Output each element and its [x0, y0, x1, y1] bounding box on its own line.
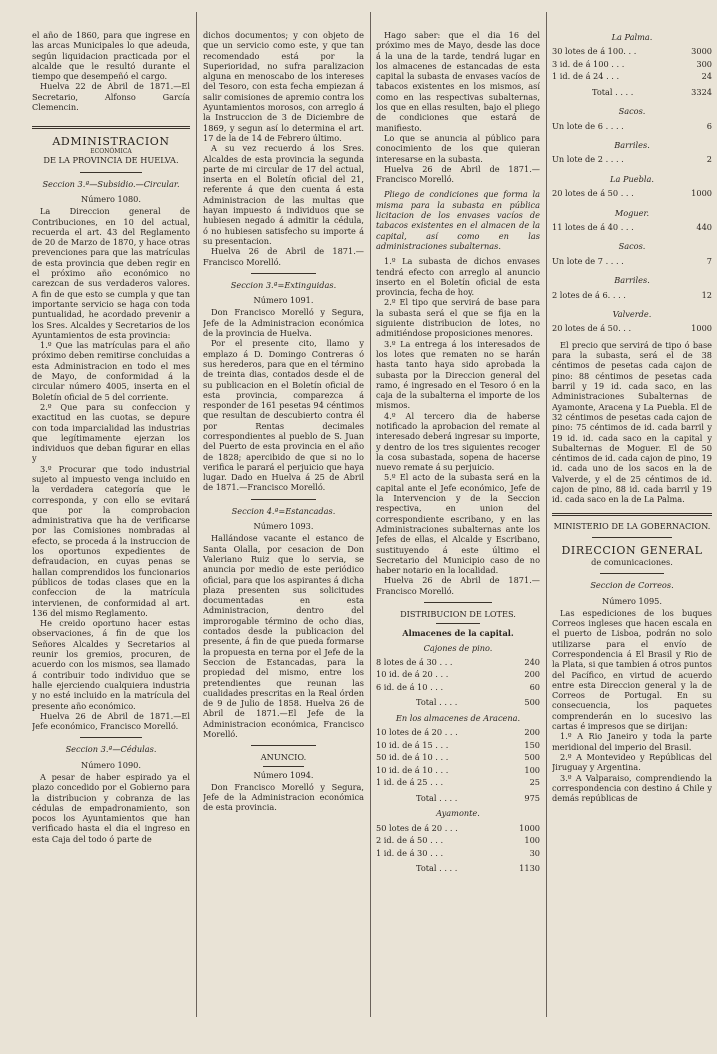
lot-row: 20 lotes de á 50 . . . 1000: [552, 188, 712, 199]
subsection-title: En los almacenes de Aracena.: [395, 712, 521, 723]
lot-total: Total . . . . 1130: [416, 863, 540, 874]
condition-item: 5.º El acto de la subasta será en la capital ante el Jefe económico, Jefe de la Intervencion y de la Seccion respectiva, en union del correspondiente escribano, y en las Administraciones subalternas ante los Jefes de ellas, el Alcalde y Escribano, sustituyendo á este último el Secretario del Municipio caso de no haber notario en la localidad.: [376, 472, 540, 576]
paragraph: Hallándose vacante el estanco de Santa Olalla, por cesacion de Don Valeriano Ruiz que lo servia, se anuncia por medio de este periódico oficial, para que los aspirantes á dicha plaza presenten sus solicitudes documentadas en esta Administracion, dentro del improrogable término de ocho dias, contados desde la publicacion del presente, á fin de que pueda formarse la propuesta en terna por el Jefe de la Seccion de Estancadas, para la propiedad del mismo, entre los pretendientes que reunan las cualidades prescritas en la Real órden de 9 de Julio de 1858. Huelva 26 de Abril de 1871.—El Jefe de la Administracion económica, Francisco Morelló.: [203, 533, 364, 739]
lot-row: 30 lotes de á 100. . . 3000: [552, 46, 712, 57]
column-divider: [370, 12, 371, 1017]
section-title: Seccion de Correos.: [590, 580, 674, 591]
announcement-heading: ANUNCIO.: [260, 752, 307, 763]
section-subheading: de comunicaciones.: [591, 556, 673, 567]
lot-row: 10 id. de á 20 . . . 200: [376, 669, 540, 680]
subsection-title: Ayamonte.: [436, 808, 480, 819]
paragraph: 3.º A Valparaiso, comprendiendo la correspondencia con destino á Chile y demás repúblicas de: [552, 772, 712, 804]
column-3: [376, 30, 540, 1054]
column-4: [552, 28, 712, 1052]
divider: [436, 623, 480, 624]
section-heading: ADMINISTRACION: [52, 135, 170, 149]
divider: [251, 273, 316, 274]
lot-total: Total . . . . 975: [416, 792, 540, 803]
lot-row: 2 lotes de á 6. . . . 12: [552, 289, 712, 300]
divider: [592, 537, 672, 538]
notice-number: Número 1090.: [81, 759, 141, 770]
subsection-title: Almacenes de la capital.: [402, 628, 514, 639]
subsection-title: Cajones de pino.: [423, 642, 493, 653]
lot-row: 11 lotes de á 40 . . . 440: [552, 221, 712, 232]
paragraph: dichos documentos; y con objeto de que un servicio como este, y que tan recomendado está por la Superioridad, no sufra paralizacion alguna en menoscabo de los intereses del Tesoro, con esta fecha empiezan á salir comisiones de apremio contra los Ayuntamientos morosos, con arreglo á la Instruccion de 3 de Diciembre de 1869, y segun así lo determina el art. 17 de la de 14 de Febrero último.: [203, 30, 364, 143]
lot-row: Un lote de 2 . . . . 2: [552, 154, 712, 165]
signature: Huelva 26 de Abril de 1871.—Francisco Morelló.: [376, 163, 540, 185]
lot-row: 10 id. de á 15 . . . 150: [376, 739, 540, 750]
paragraph: Don Francisco Morelló y Segura, Jefe de la Administracion económica de esta provincia.: [203, 781, 364, 813]
lot-row: 1 id. de á 24 . . . 24: [552, 71, 712, 82]
conditions-heading: Pliego de condiciones que forma la misma para la subasta en pública licitacion de los envases vacíos de tabacos existentes en el almacen de la capital, así como en las administraciones subalternas.: [376, 189, 540, 251]
lot-total: Total . . . . 3324: [592, 86, 712, 97]
divider: [80, 737, 142, 738]
subsection-title: La Puebla.: [610, 173, 654, 184]
lot-row: 6 id. de á 10 . . . 60: [376, 681, 540, 692]
subsection-title: Sacos.: [618, 106, 646, 117]
subsection-title: Sacos.: [618, 241, 646, 252]
paragraph: A su vez recuerdo á los Sres. Alcaldes de esta provincia la segunda parte de mi circular de 17 del actual, inserta en el Boletín oficial del 21, referente á que den cuenta á esta Administracion de las multas que hayan impuesto á individuos que se hubiesen negado á admitir la cédula, ó no hubiesen satisfecho su importe á su presentacion.: [203, 143, 364, 246]
paragraph: Las espediciones de los buques Correos ingleses que hacen escala en el puerto de Lisboa, podrán no solo utilizarse para el envío de Correspondencia á El Brasil y Rio de la Plata, si que tambien á otros puntos del Pacífico, en virtud de acuerdo entre esta Direccion general y la de Correos de Portugal. En su consecuencia, los paquetes comprenderán en lo sucesivo las cartas é impresos que se dirijan:: [552, 607, 712, 732]
column-1: [32, 30, 190, 1054]
section-title: Seccion 3.ª—Cédulas.: [65, 744, 157, 755]
lot-row: 50 id. de á 10 . . . 500: [376, 752, 540, 763]
notice-number: Número 1093.: [253, 521, 314, 532]
lot-row: Un lote de 7 . . . . 7: [552, 255, 712, 266]
lot-row: 2 id. de á 50 . . . 100: [376, 835, 540, 846]
notice-number: Número 1094.: [253, 769, 314, 780]
condition-item: 1.º La subasta de dichos envases tendrá efecto con arreglo al anuncio inserto en el Boletín oficial de esta provincia, fecha de hoy.: [376, 256, 540, 298]
paragraph: Por el presente cito, llamo y emplazo á D. Domingo Contreras ó sus herederos, para que en el término de treinta dias, contados desde el de su publicacion en el Boletín oficial de esta provincia, comparezca á responder de 161 pesetas 94 céntimos que resultan de descubierto contra él por Rentas decimales correspondientes al pueblo de S. Juan del Puerto de esta provincia en el año de 1828; apercibido de que si no lo verifica le parará el perjuicio que haya lugar. Dado en Huelva á 25 de Abril de 1871.—Francisco Morelló.: [203, 338, 364, 493]
signature: Huelva 22 de Abril de 1871.—El Secretario, Alfonso García Clemencin.: [32, 81, 190, 113]
paragraph: Lo que se anuncia al público para conocimiento de los que quieran interesarse en la subasta.: [376, 132, 540, 164]
section-subheading: ECONÓMICA: [90, 148, 132, 156]
lot-row: 10 lotes de á 20 . . . 200: [376, 727, 540, 738]
divider: [263, 766, 304, 767]
ministry-heading: MINISTERIO DE LA GOBERNACION.: [553, 520, 711, 531]
divider: [80, 172, 142, 173]
paragraph: La Direccion general de Contribuciones, en 10 del actual, recuerda el art. 43 del Reglamento de 20 de Marzo de 1870, y hace otras prevenciones para que las matrículas de esta provincia que deben regir en el próximo año económico no carezcan de sus verdaderos valores. A fin de que esto se cumpla y que tan importante servicio se haga con toda puntualidad, he acordado prevenir a los Sres. Alcaldes y Secretarios de los Ayuntamientos de esta provincia:: [32, 206, 190, 340]
subsection-title: Barriles.: [614, 275, 650, 286]
distribution-title: DISTRIBUCION DE LOTES.: [400, 609, 516, 620]
divider: [424, 602, 492, 603]
subsection-title: La Palma.: [611, 32, 653, 42]
paragraph: 1.º A Rio Janeiro y toda la parte meridional del imperio del Brasil.: [552, 731, 712, 752]
lot-total: Total . . . . 500: [416, 697, 540, 708]
paragraph: A pesar de haber espirado ya el plazo concedido por el Gobierno para la distribucion y cobranza de las cédulas de empadronamiento, son pocos los Ayuntamientos que han verificado hasta el dia el ingreso en esta Caja del todo ó parte de: [32, 772, 190, 844]
divider: [251, 745, 316, 746]
section-rule: [552, 513, 712, 516]
paragraph: Hago saber: que el dia 16 del próximo mes de Mayo, desde las doce á la una de la tarde, tendrá lugar en los almacenes de estancadas de esta capital la subasta de envases vacíos de tabacos existentes en los mismos, así como en las respectivas subalternas, los que en ellas resulten, bajo el pliego de condiciones que estará de manifiesto.: [376, 30, 540, 133]
condition-item: 2.º El tipo que servirá de base para la subasta será el que se fija en la siguiente distribucion de lotes, no admitiéndose proposiciones menores.: [376, 297, 540, 339]
signature: Huelva 26 de Abril de 1871.—Francisco Morelló.: [203, 246, 364, 267]
column-divider: [196, 12, 197, 1017]
paragraph: 3.º Procurar que todo industrial sujeto al impuesto venga incluido en la verdadera categoría que le corresponda, y con ello se evitará que por la comprobacion administrativa que ha de verificarse por las Comisiones nombradas al efecto, se proceda á la instruccion de los oportunos expedientes de defraudacion, en cuyas penas se hallan comprendidos los funcionarios públicos de todas clases que en la confeccion de la matrícula intervienen, de conformidad al art. 136 del mismo Reglamento.: [32, 463, 190, 618]
paragraph: Don Francisco Morelló y Segura, Jefe de la Administracion económica de la provincia de Huelva.: [203, 307, 364, 339]
paragraph: He creido oportuno hacer estas observaciones, á fin de que los Señores Alcaldes y Secretarios al reunir los gremios, procuren, de acuerdo con los mismos, sea llamado á contribuir todo individuo que se halle ejerciendo cualquiera industria y no esté incluido en la matrícula del presente año económico.: [32, 618, 190, 711]
section-title: Seccion 3.ª=Extinguidas.: [230, 279, 337, 290]
subsection-title: Barriles.: [614, 140, 650, 151]
lot-row: 50 lotes de á 20 . . . 1000: [376, 822, 540, 833]
subsection-title: Valverde.: [612, 309, 652, 320]
lot-row: 10 id. de á 10 . . . 100: [376, 764, 540, 775]
lot-row: 1 id. de á 25 . . . 25: [376, 777, 540, 788]
divider: [251, 499, 316, 500]
notice-number: Número 1095.: [602, 595, 662, 606]
notice-number: Número 1091.: [253, 295, 314, 306]
section-heading: DIRECCION GENERAL: [561, 543, 703, 557]
paragraph: El precio que servirá de tipo ó base para la subasta, será el de 38 céntimos de pesetas cada cajon de pino: 88 céntimos de pesetas cada barril y 19 id. cada saco, en las Administraciones Subalternas de Ayamonte, Aracena y La Puebla. El de 32 céntimos de pesetas cada cajon de pino: 75 céntimos de id. cada barril y 19 id. id. cada saco en la capital y Subalternas de Moguer. El de 50 céntimos de id. cada cajon de pino, 19 id. cada uno de los sacos en la de Valverde, y el de 25 céntimos de id. cajon de pino, 88 id. cada barril y 19 id. cada saco en la de La Palma.: [552, 339, 712, 505]
paragraph: 2.º A Montevideo y Repúblicas del Jiruguay y Argentina.: [552, 751, 712, 773]
signature: Huelva 26 de Abril de 1871.—El Jefe económico, Francisco Morelló.: [32, 710, 190, 732]
divider: [600, 573, 664, 574]
condition-item: 3.º La entrega á los interesados de los lotes que rematen no se harán hasta tanto haya sido aprobada la subasta por la Direccion general del ramo, é ingresado en el Tesoro ó en la caja de la subalterna el importe de los mismos.: [376, 338, 540, 411]
subsection-title: Moguer.: [614, 207, 650, 218]
section-heading: DE LA PROVINCIA DE HUELVA.: [43, 155, 179, 166]
lot-row: Un lote de 6 . . . . 6: [552, 120, 712, 131]
condition-item: 4.º Al tercero dia de haberse notificado la aprobacion del remate al interesado deberá ingresar su importe, y dentro de los tres siguientes recoger la cosa subastada, sopena de hacerse nuevo remate á su perjuicio.: [376, 410, 540, 473]
notice-number: Número 1080.: [81, 193, 141, 204]
lot-row: 20 lotes de á 50. . . 1000: [552, 323, 712, 334]
lot-row: 8 lotes de á 30 . . . 240: [376, 656, 540, 667]
paragraph: 1.º Que las matrículas para el año próximo deben remitirse concluidas a esta Administracion en todo el mes de Mayo, de conformidad á la circular número 4005, inserta en el Boletín oficial de 5 del corriente.: [32, 340, 190, 402]
lot-row: 3 id. de á 100 . . . 300: [552, 58, 712, 69]
section-rule: [32, 126, 190, 129]
paragraph: 2.º Que para su confeccion y exactitud en las cuotas, se depure con toda imparcialidad las industrias que legítimamente ejerzan los individuos que deban figurar en ellas y: [32, 401, 190, 464]
column-2: [203, 30, 364, 1054]
signature: Huelva 26 de Abril de 1871.—Francisco Morelló.: [376, 575, 540, 596]
section-title: Seccion 4.ª=Estancadas.: [231, 505, 336, 516]
section-title: Seccion 3.ª—Subsidio.—Circular.: [42, 178, 180, 189]
column-divider: [546, 12, 547, 1017]
paragraph: el año de 1860, para que ingrese en las arcas Municipales lo que adeuda, según liquidacion practicada por el alcalde que le resultó durante el tiempo que desempeñó el cargo.: [32, 30, 190, 82]
lot-row: 1 id. de á 30 . . . 30: [376, 847, 540, 858]
